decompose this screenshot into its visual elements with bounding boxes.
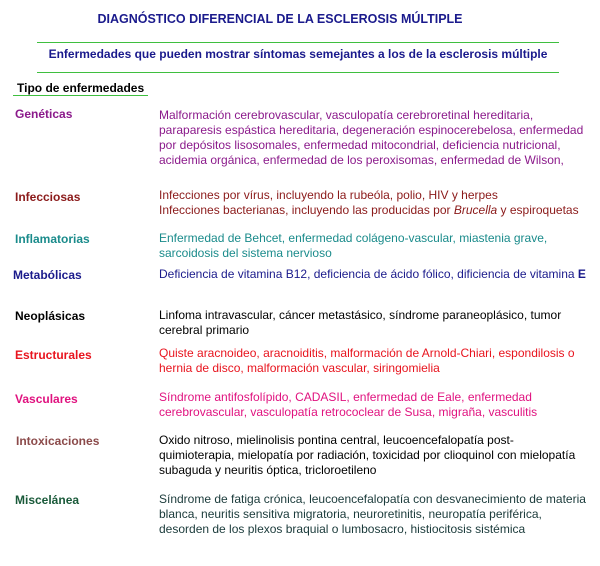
category-label: Miscelánea (15, 493, 80, 507)
description-line: Infecciones bacterianas, incluyendo las producidas por Brucella y espiroquetas (159, 203, 579, 217)
category-label: Intoxicaciones (16, 434, 100, 448)
category-label: Neoplásicas (15, 309, 86, 323)
category-description: Síndrome de fatiga crónica, leucoencefalopatía con desvanecimiento de materia blanca, neuritis sensitiva migratoria, neuroretinitis, neuropatía periférica, desorden de los plexos braquial o lumbosacro, histiocitosis sistémica (159, 492, 586, 536)
category-description: Oxido nitroso, mielinolisis pontina central, leucoencefalopatía post-quimioterapia, mielopatía por radiación, toxicidad por clioquinol con mielopatía subaguda y neuritis óptica, tricloroetileno (159, 433, 576, 477)
category-description: Enfermedad de Behcet, enfermedad colágeno-vascular, miastenia grave, sarcoidosis del sistema nervioso (159, 231, 548, 260)
category-description: Linfoma intravascular, cáncer metastásico, síndrome paraneoplásico, tumor cerebral primario (159, 308, 562, 337)
category-description: Deficiencia de vitamina B12, deficiencia de ácido fólico, dificiencia de vitamina E (159, 267, 586, 281)
category-description: Quiste aracnoideo, aracnoiditis, malformación de Arnold-Chiari, espondilosis o hernia de disco, malformación vascular, siringomielia (159, 346, 575, 375)
subtitle: Enfermedades que pueden mostrar síntomas semejantes a los de la esclerosis múltiple (48, 47, 548, 61)
category-description: Síndrome antifosfolípido, CADASIL, enfermedad de Eale, enfermedad cerebrovascular, vasculopatía retrococlear de Susa, migraña, vasculitis (159, 390, 538, 419)
category-label: Metabólicas (13, 268, 82, 282)
page-title: DIAGNÓSTICO DIFERENCIAL DE LA ESCLEROSIS MÚLTIPLE (97, 12, 463, 26)
category-label: Genéticas (15, 107, 73, 121)
column-header: Tipo de enfermedades (17, 81, 145, 95)
column-header-underline (13, 95, 148, 96)
category-label: Vasculares (15, 392, 78, 406)
category-description: Malformación cerebrovascular, vasculopatía cerebroretinal hereditaria, paraparesis espástica hereditaria, degeneración espinocerebelosa, enfermedad por depósitos lisosomales, enfermedad mitocondrial, deficiencia nutricional, acidemia orgánica, enfermedad de los peroxisomas, enfermedad de Wilson, (159, 108, 584, 167)
divider-bottom (37, 72, 559, 73)
category-label: Infecciosas (15, 190, 81, 204)
category-label: Estructurales (15, 348, 92, 362)
category-description (159, 188, 589, 218)
divider-top (37, 42, 559, 43)
category-label: Inflamatorias (15, 232, 90, 246)
description-line: Infecciones por vírus, incluyendo la rubeóla, polio, HIV y herpes (159, 188, 498, 202)
